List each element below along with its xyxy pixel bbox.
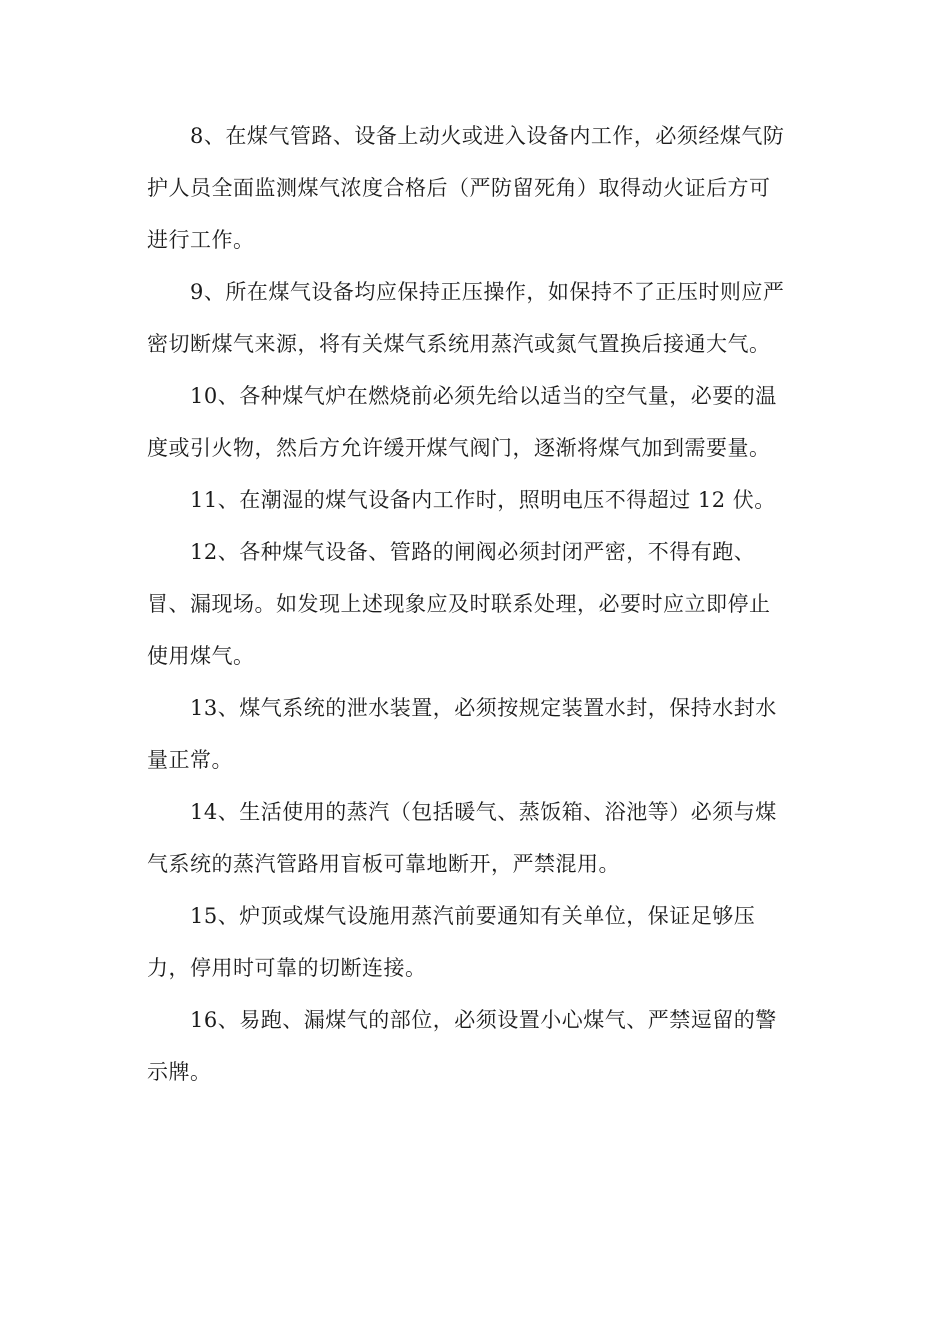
paragraph-13-line-2: 量正常。 [147, 748, 233, 772]
paragraph-9-line-1: 9、所在煤气设备均应保持正压操作，如保持不了正压时则应严 [190, 280, 785, 304]
paragraph-8-line-2: 护人员全面监测煤气浓度合格后（严防留死角）取得动火证后方可 [147, 176, 771, 200]
paragraph-11-line-1: 11、在潮湿的煤气设备内工作时，照明电压不得超过 12 伏。 [190, 488, 776, 512]
paragraph-10-line-1: 10、各种煤气炉在燃烧前必须先给以适当的空气量，必要的温 [190, 384, 777, 408]
paragraph-14-line-1: 14、生活使用的蒸汽（包括暖气、蒸饭箱、浴池等）必须与煤 [190, 800, 777, 824]
document-body [147, 110, 807, 1098]
paragraph-10-line-2: 度或引火物，然后方允许缓开煤气阀门，逐渐将煤气加到需要量。 [147, 436, 771, 460]
paragraph-12-line-3: 使用煤气。 [147, 644, 255, 668]
paragraph-8-line-1: 8、在煤气管路、设备上动火或进入设备内工作，必须经煤气防 [190, 124, 785, 148]
paragraph-12-line-2: 冒、漏现场。如发现上述现象应及时联系处理，必要时应立即停止 [147, 592, 771, 616]
paragraph-13-line-1: 13、煤气系统的泄水装置，必须按规定装置水封，保持水封水 [190, 696, 777, 720]
paragraph-8-line-3: 进行工作。 [147, 228, 255, 252]
paragraph-14-line-2: 气系统的蒸汽管路用盲板可靠地断开，严禁混用。 [147, 852, 620, 876]
paragraph-15-line-2: 力，停用时可靠的切断连接。 [147, 956, 427, 980]
paragraph-15-line-1: 15、炉顶或煤气设施用蒸汽前要通知有关单位，保证足够压 [190, 904, 756, 928]
paragraph-9-line-2: 密切断煤气来源，将有关煤气系统用蒸汽或氮气置换后接通大气。 [147, 332, 771, 356]
paragraph-16-line-2: 示牌。 [147, 1060, 212, 1084]
paragraph-12-line-1: 12、各种煤气设备、管路的闸阀必须封闭严密，不得有跑、 [190, 540, 756, 564]
paragraph-16-line-1: 16、易跑、漏煤气的部位，必须设置小心煤气、严禁逗留的警 [190, 1008, 777, 1032]
